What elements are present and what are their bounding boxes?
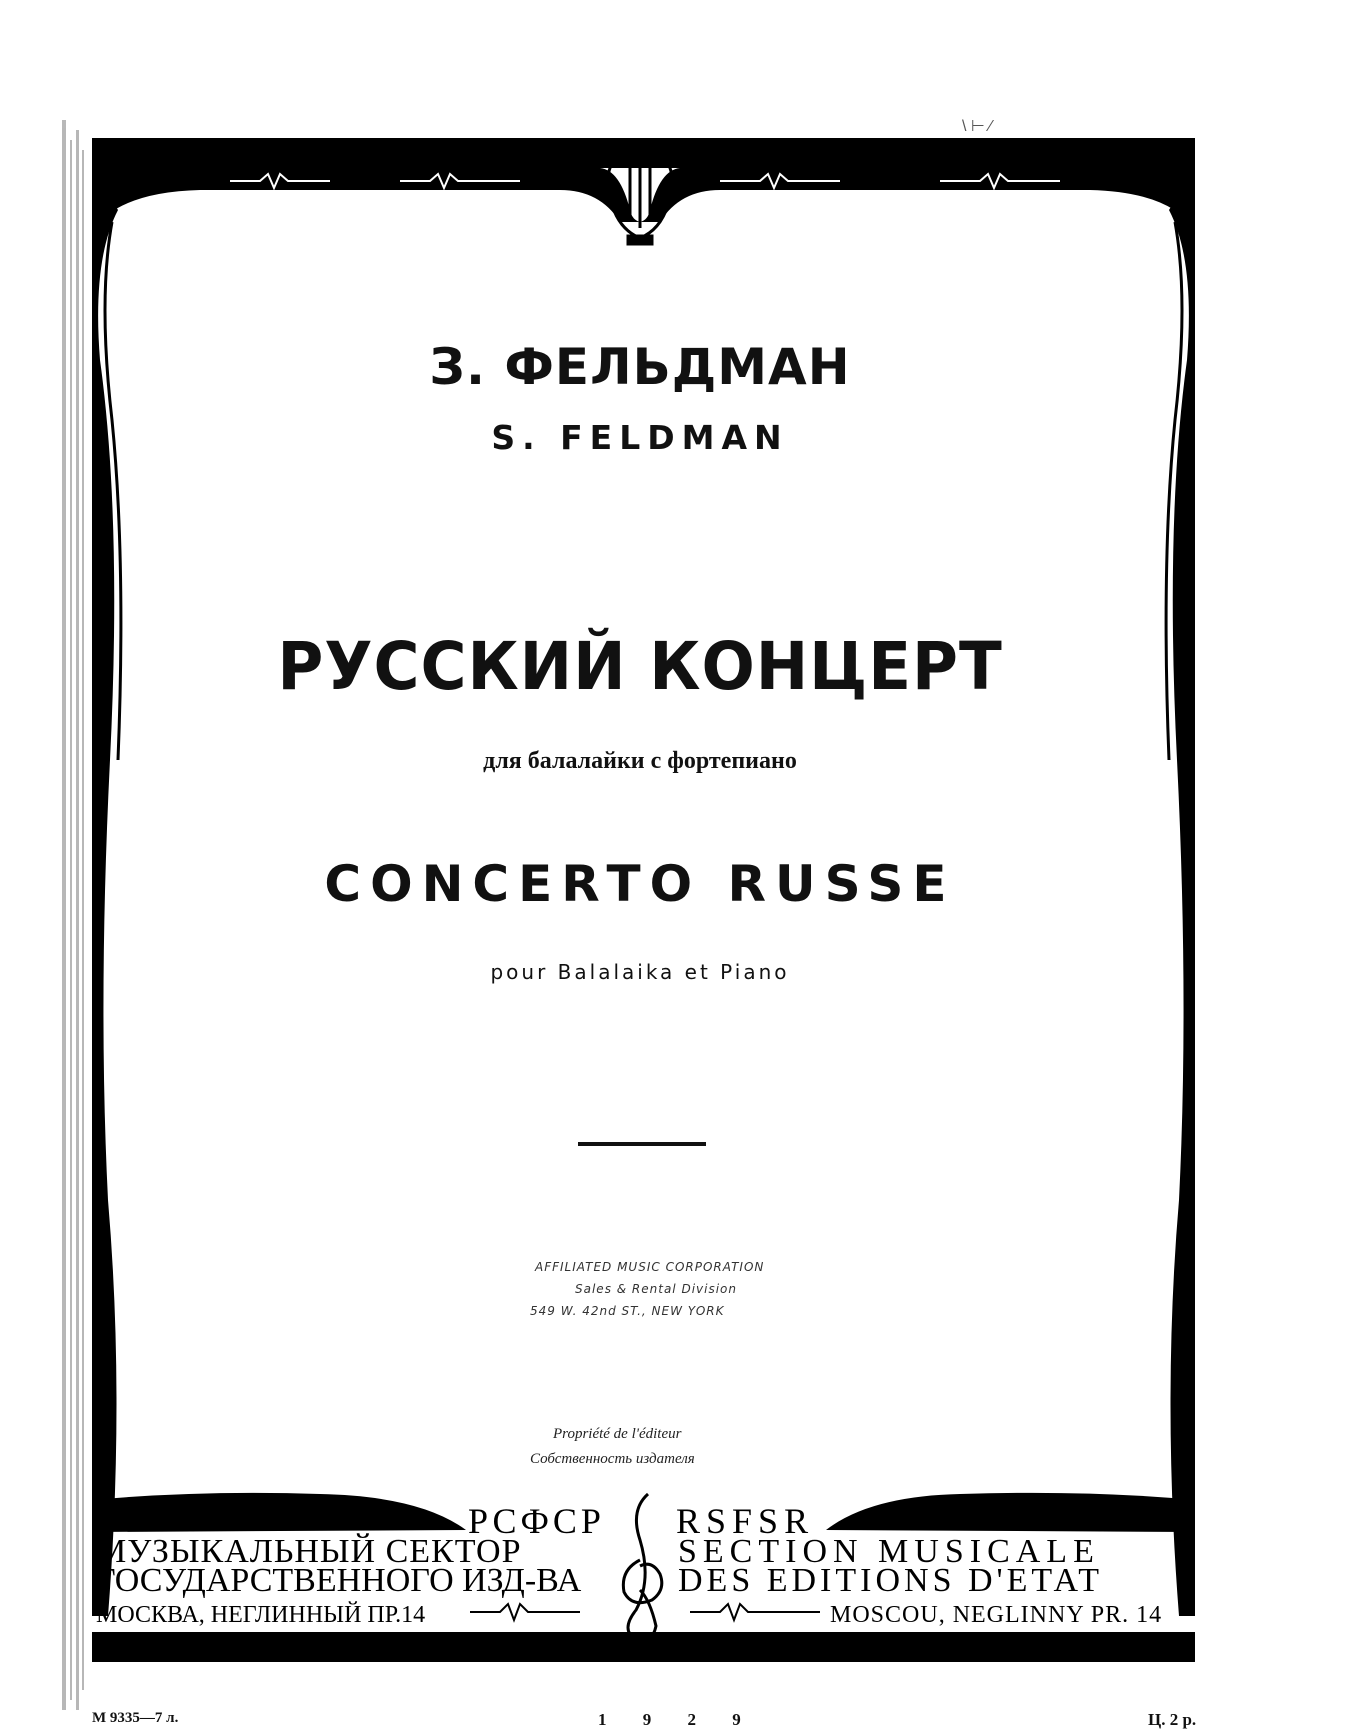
bottom-left-swoop xyxy=(92,1493,466,1532)
publication-year: 1 9 2 9 xyxy=(598,1710,757,1729)
price: Ц. 2 р. xyxy=(1148,1710,1197,1729)
subtitle-french: pour Balalaika et Piano xyxy=(490,960,790,984)
publisher-address-french: MOSCOU, NEGLINNY PR. 14 xyxy=(830,1602,1163,1628)
composer-name-russian: З. ФЕЛЬДМАН xyxy=(429,338,851,396)
title-russian: РУССКИЙ КОНЦЕРТ xyxy=(277,628,1003,705)
bottom-band xyxy=(92,1632,1195,1662)
composer-name-latin: S. FELDMAN xyxy=(491,418,789,457)
top-left-swoop xyxy=(92,168,640,230)
publisher-rsfsr-russian: РСФСР xyxy=(468,1501,605,1541)
stamp-line-company: AFFILIATED MUSIC CORPORATION xyxy=(535,1260,765,1274)
publisher-russian-line1: МУЗЫКАЛЬНЫЙ СЕКТОР xyxy=(96,1533,522,1570)
margin-pencil-mark: \ ⊢ ⁄ xyxy=(962,118,992,135)
plate-number: М 9335—7 л. xyxy=(92,1710,179,1726)
property-french: Propriété de l'éditeur xyxy=(553,1426,682,1442)
publisher-french-line2: DES EDITIONS D'ETAT xyxy=(678,1562,1104,1599)
publisher-rsfsr-latin: RSFSR xyxy=(676,1501,815,1541)
top-right-swoop xyxy=(640,168,1195,230)
property-notice xyxy=(530,1422,750,1472)
divider-rule xyxy=(578,1142,706,1146)
property-russian: Собственность издателя xyxy=(530,1451,695,1467)
subtitle-russian: для балалайки с фортепиано xyxy=(483,748,797,774)
stamp-line-address: 549 W. 42nd ST., NEW YORK xyxy=(530,1304,725,1318)
top-band xyxy=(92,138,1195,168)
distributor-stamp xyxy=(530,1256,790,1322)
publisher-address-russian: МОСКВА, НЕГЛИННЫЙ ПР.14 xyxy=(96,1602,426,1628)
stamp-line-division: Sales & Rental Division xyxy=(575,1282,738,1296)
publisher-russian-line2: ГОСУДАРСТВЕННОГО ИЗД-ВА xyxy=(96,1562,582,1599)
title-french: CONCERTO RUSSE xyxy=(324,855,956,913)
bottom-right-swoop xyxy=(826,1493,1195,1532)
treble-clef-icon xyxy=(623,1494,661,1641)
city-ornament-lines xyxy=(470,1604,820,1620)
publisher-french-line1: SECTION MUSICALE xyxy=(678,1533,1100,1570)
